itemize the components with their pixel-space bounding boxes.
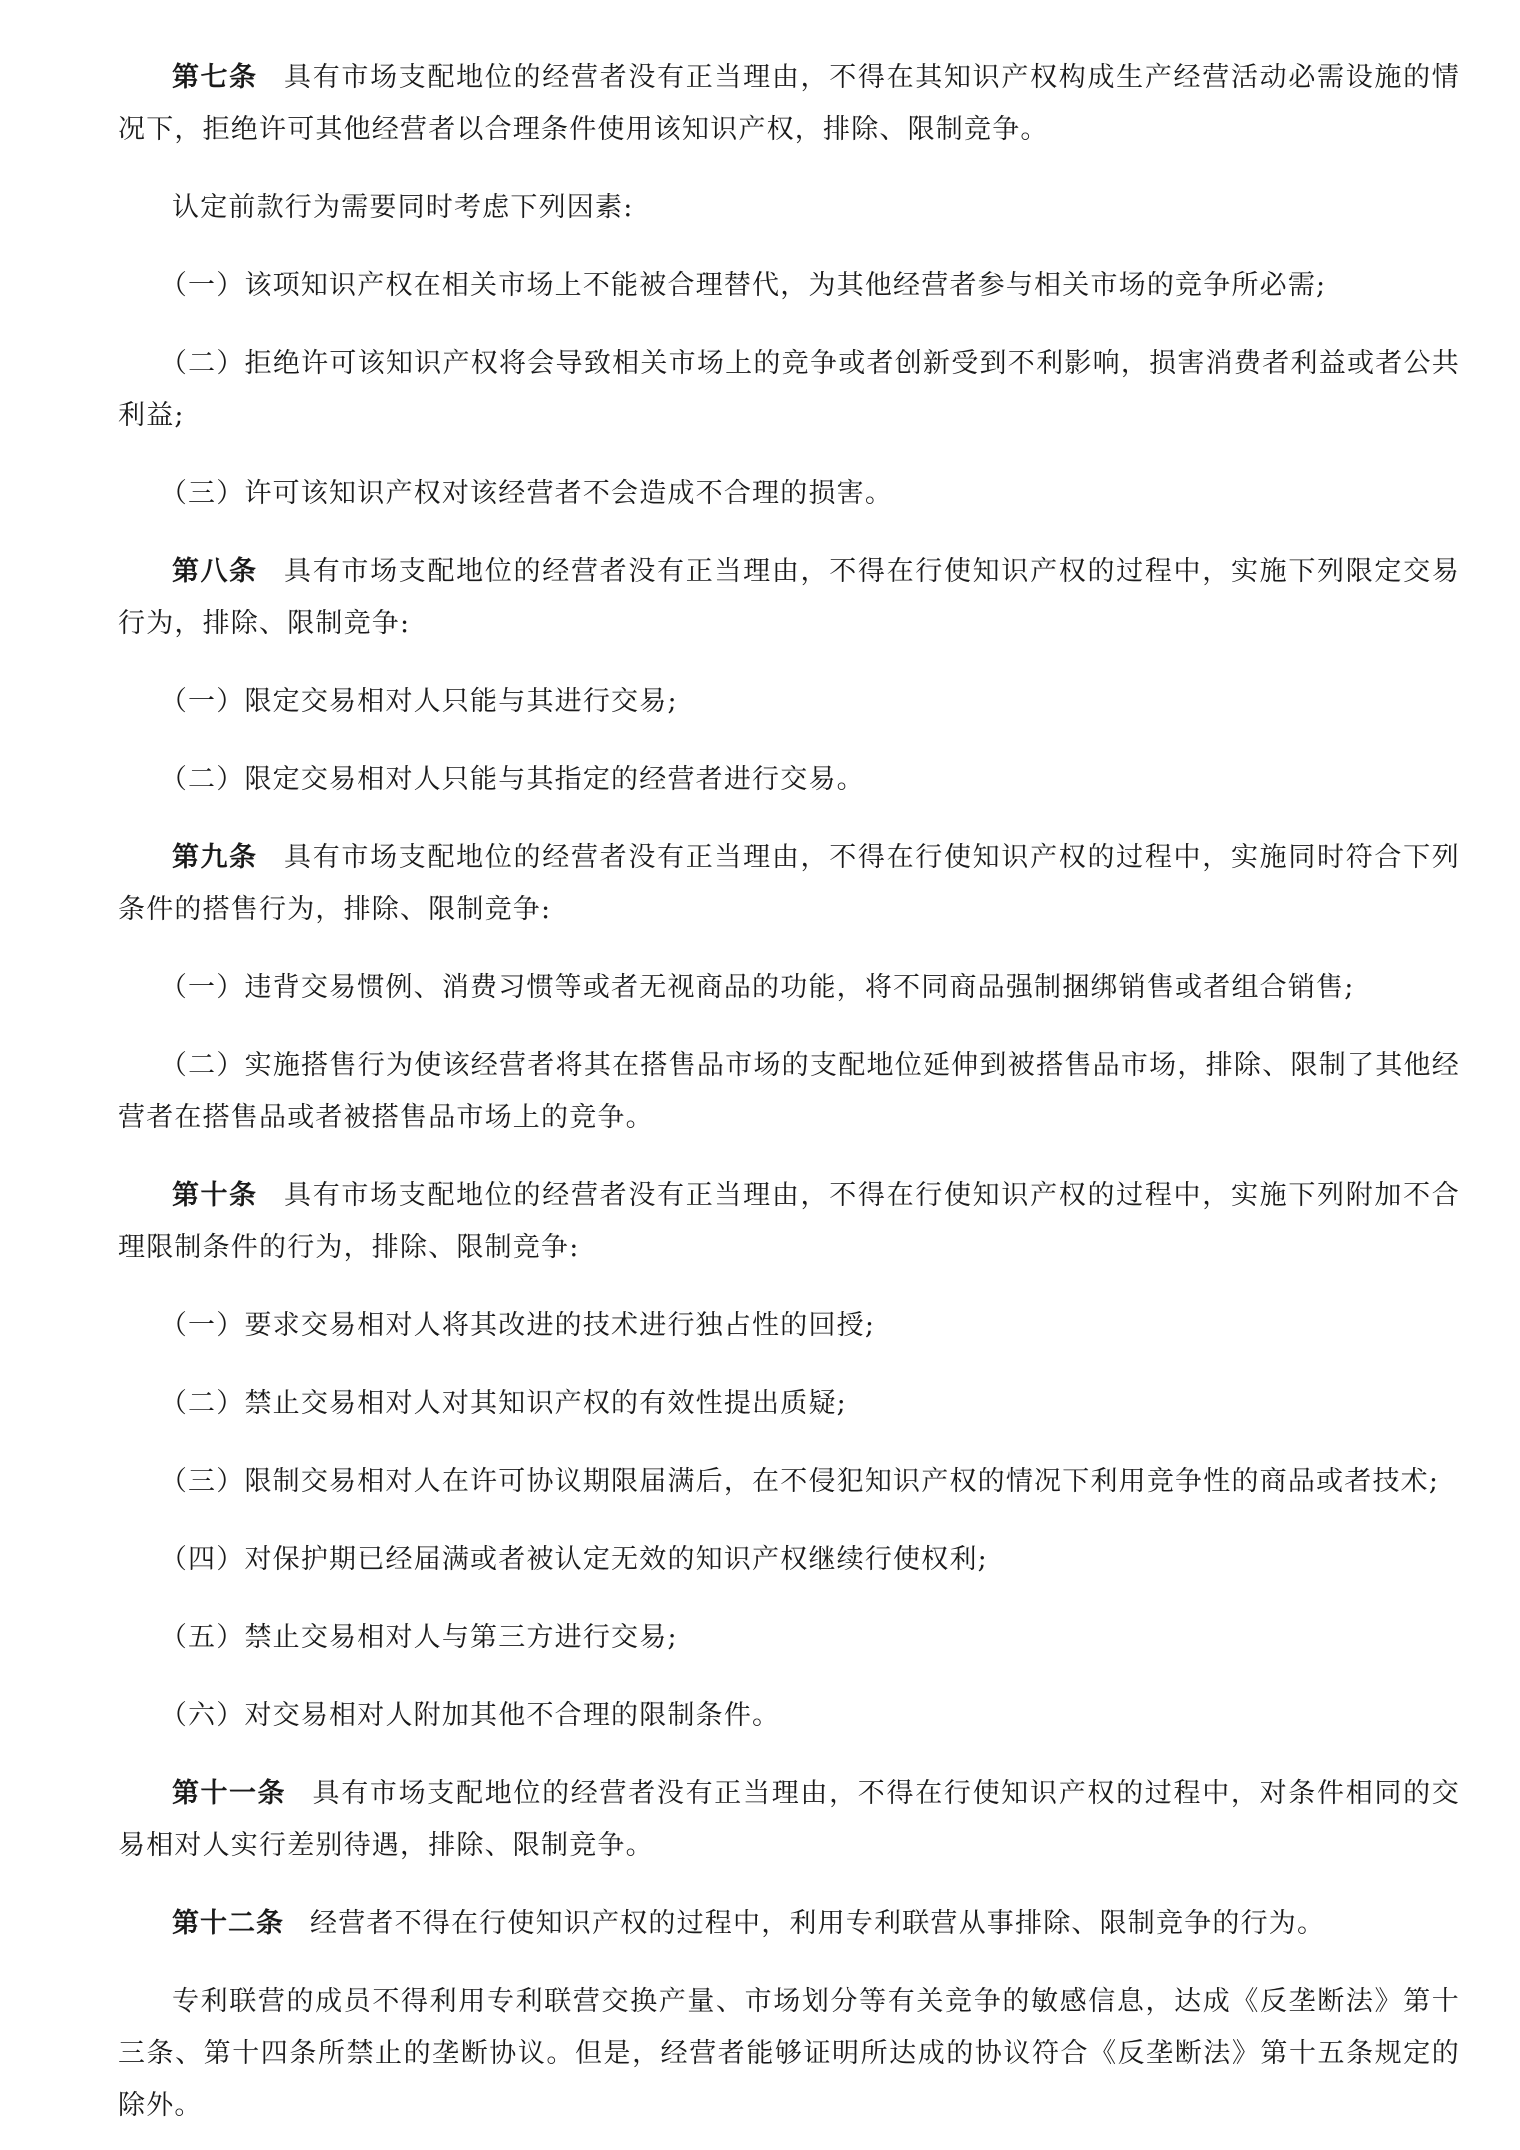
paragraph-text: （二）禁止交易相对人对其知识产权的有效性提出质疑; [159, 1388, 847, 1419]
article-12-paragraph [118, 1898, 1460, 1950]
list-item [118, 260, 1460, 312]
list-item [118, 338, 1460, 442]
list-item [118, 1456, 1460, 1508]
list-item [118, 1690, 1460, 1742]
paragraph-text: （三）限制交易相对人在许可协议期限届满后，在不侵犯知识产权的情况下利用竞争性的商品或者技术; [159, 1466, 1440, 1497]
paragraph-text: 具有市场支配地位的经营者没有正当理由，不得在行使知识产权的过程中，实施同时符合下列条件的搭售行为，排除、限制竞争: [118, 842, 1461, 925]
paragraph-patent-pool [118, 1976, 1460, 2132]
paragraph-text: （五）禁止交易相对人与第三方进行交易; [159, 1622, 678, 1653]
article-heading: 第八条 [172, 556, 258, 587]
paragraph-text: 具有市场支配地位的经营者没有正当理由，不得在行使知识产权的过程中，对条件相同的交易相对人实行差别待遇，排除、限制竞争。 [118, 1778, 1460, 1861]
article-10-paragraph [118, 1170, 1460, 1274]
paragraph-text: 认定前款行为需要同时考虑下列因素: [172, 192, 634, 223]
article-heading: 第七条 [172, 62, 258, 93]
paragraph-text: 经营者不得在行使知识产权的过程中，利用专利联营从事排除、限制竞争的行为。 [310, 1908, 1326, 1939]
list-item [118, 1612, 1460, 1664]
paragraph-text: 具有市场支配地位的经营者没有正当理由，不得在行使知识产权的过程中，实施下列附加不合理限制条件的行为，排除、限制竞争: [118, 1180, 1461, 1263]
article-heading: 第十一条 [172, 1778, 286, 1809]
paragraph-text: （一）违背交易惯例、消费习惯等或者无视商品的功能，将不同商品强制捆绑销售或者组合销售; [159, 972, 1355, 1003]
paragraph-text: （三）许可该知识产权对该经营者不会造成不合理的损害。 [159, 478, 894, 509]
list-item [118, 754, 1460, 806]
list-item [118, 1534, 1460, 1586]
list-item [118, 468, 1460, 520]
document-page [118, 52, 1460, 2132]
article-heading: 第十条 [172, 1180, 258, 1211]
article-8-paragraph [118, 546, 1460, 650]
paragraph-text: （四）对保护期已经届满或者被认定无效的知识产权继续行使权利; [159, 1544, 988, 1575]
article-heading: 第九条 [172, 842, 258, 873]
list-item [118, 962, 1460, 1014]
paragraph-text: 具有市场支配地位的经营者没有正当理由，不得在其知识产权构成生产经营活动必需设施的情况下，拒绝许可其他经营者以合理条件使用该知识产权，排除、限制竞争。 [118, 62, 1461, 145]
list-item [118, 1300, 1460, 1352]
paragraph-text: （六）对交易相对人附加其他不合理的限制条件。 [159, 1700, 781, 1731]
article-11-paragraph [118, 1768, 1460, 1872]
list-item [118, 1378, 1460, 1430]
list-item [118, 1040, 1460, 1144]
article-heading: 第十二条 [172, 1908, 284, 1939]
article-7-paragraph [118, 52, 1460, 156]
paragraph-text: （一）要求交易相对人将其改进的技术进行独占性的回授; [159, 1310, 876, 1341]
paragraph-text: （二）实施搭售行为使该经营者将其在搭售品市场的支配地位延伸到被搭售品市场，排除、限制了其他经营者在搭售品或者被搭售品市场上的竞争。 [118, 1050, 1460, 1133]
article-9-paragraph [118, 832, 1460, 936]
paragraph-text: （二）拒绝许可该知识产权将会导致相关市场上的竞争或者创新受到不利影响，损害消费者利益或者公共利益; [118, 348, 1460, 431]
paragraph-text: （一）该项知识产权在相关市场上不能被合理替代，为其他经营者参与相关市场的竞争所必需; [159, 270, 1327, 301]
list-item [118, 676, 1460, 728]
paragraph-factors-intro [118, 182, 1460, 234]
paragraph-text: 专利联营的成员不得利用专利联营交换产量、市场划分等有关竞争的敏感信息，达成《反垄断法》第十三条、第十四条所禁止的垄断协议。但是，经营者能够证明所达成的协议符合《反垄断法》第十五条规定的除外。 [118, 1986, 1460, 2121]
paragraph-text: （一）限定交易相对人只能与其进行交易; [159, 686, 678, 717]
paragraph-text: 具有市场支配地位的经营者没有正当理由，不得在行使知识产权的过程中，实施下列限定交易行为，排除、限制竞争: [118, 556, 1461, 639]
paragraph-text: （二）限定交易相对人只能与其指定的经营者进行交易。 [159, 764, 865, 795]
